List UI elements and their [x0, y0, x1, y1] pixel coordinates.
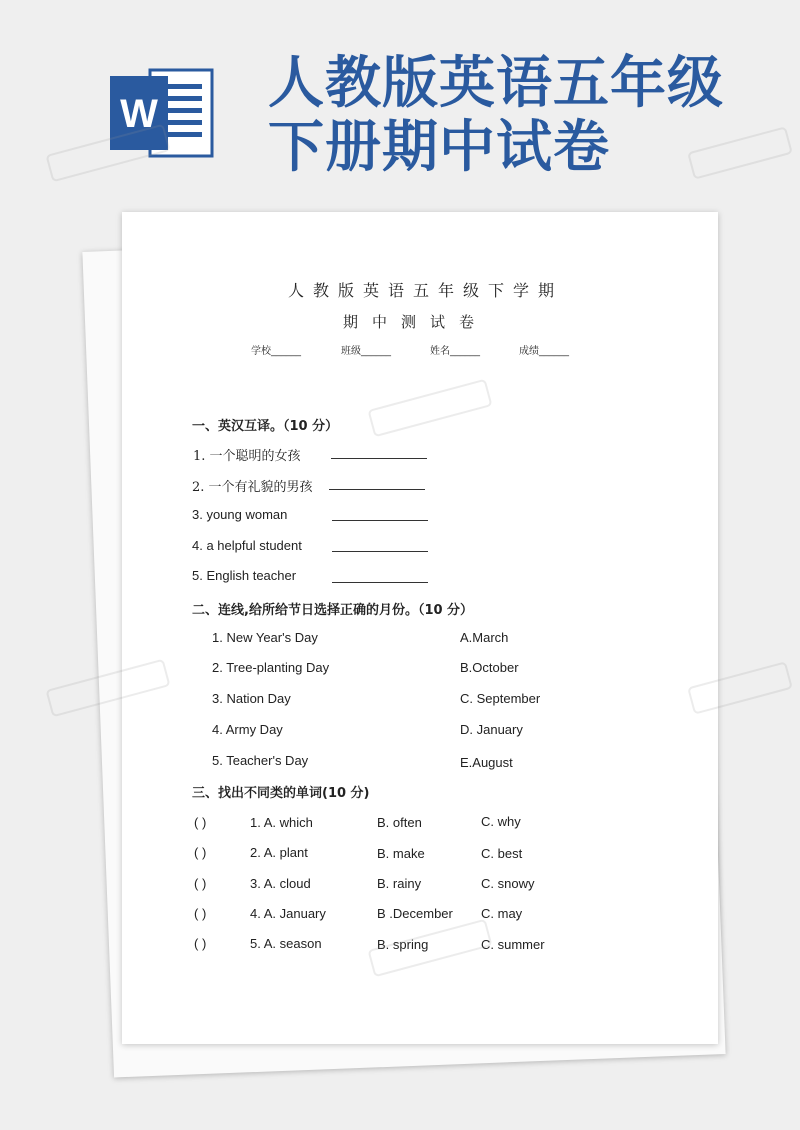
- s3-option-a-1: 1. A. which: [250, 815, 313, 830]
- doc-title-line2: 期中测试卷: [343, 313, 489, 331]
- s2-holiday-1: 1. New Year's Day: [212, 630, 318, 645]
- s2-month-a: A.March: [460, 630, 509, 645]
- word-icon-letter: W: [120, 92, 158, 136]
- s3-answer-paren-3[interactable]: ( ): [194, 876, 207, 891]
- info-score: 成绩______: [519, 346, 569, 357]
- s2-holiday-4: 4. Army Day: [212, 722, 283, 737]
- s1-item-2: 2. 一个有礼貌的男孩: [192, 480, 313, 495]
- s2-holiday-5: 5. Teacher's Day: [212, 753, 309, 768]
- s1-item-3: 3. young woman: [192, 507, 288, 522]
- s3-option-c-5: C. summer: [481, 937, 545, 952]
- s3-option-b-3: B. rainy: [377, 876, 422, 891]
- s3-option-a-3: 3. A. cloud: [250, 876, 311, 891]
- s3-option-a-4: 4. A. January: [250, 906, 326, 921]
- s1-item-4: 4. a helpful student: [192, 538, 302, 553]
- banner-title-line1: 人教版英语五年级: [268, 51, 724, 116]
- info-name: 姓名______: [430, 346, 480, 357]
- s3-option-b-1: B. often: [377, 815, 422, 830]
- section2-heading: 二、连线,给所给节日选择正确的月份。（10 分）: [192, 603, 474, 618]
- s3-option-c-1: C. why: [481, 814, 521, 829]
- section3-heading: 三、找出不同类的单词(10 分): [192, 786, 370, 801]
- doc-title-line1: 人教版英语五年级下学期: [288, 281, 564, 300]
- s3-answer-paren-1[interactable]: ( ): [194, 815, 207, 830]
- s3-option-b-2: B. make: [377, 846, 425, 861]
- s3-option-b-4: B .December: [377, 906, 453, 921]
- s3-option-c-2: C. best: [481, 846, 523, 861]
- s3-answer-paren-5[interactable]: ( ): [194, 936, 207, 951]
- s1-item-1: 1. 一个聪明的女孩: [193, 449, 301, 464]
- s2-month-d: D. January: [460, 722, 523, 737]
- info-class: 班级______: [341, 346, 391, 357]
- banner-title-line2: 下册期中试卷: [268, 115, 610, 180]
- s2-holiday-3: 3. Nation Day: [212, 691, 291, 706]
- s3-option-b-5: B. spring: [377, 937, 429, 952]
- s1-item-5: 5. English teacher: [192, 568, 297, 583]
- section1-heading: 一、英汉互译。（10 分）: [192, 419, 339, 434]
- s2-month-e: E.August: [460, 755, 513, 770]
- s2-month-c: C. September: [460, 691, 541, 706]
- s2-month-b: B.October: [460, 660, 519, 675]
- s3-answer-paren-2[interactable]: ( ): [194, 845, 207, 860]
- s3-option-a-2: 2. A. plant: [250, 845, 308, 860]
- info-school: 学校______: [251, 346, 301, 357]
- s3-option-a-5: 5. A. season: [250, 936, 322, 951]
- s3-option-c-3: C. snowy: [481, 876, 535, 891]
- s3-option-c-4: C. may: [481, 906, 523, 921]
- s3-answer-paren-4[interactable]: ( ): [194, 906, 207, 921]
- s2-holiday-2: 2. Tree-planting Day: [212, 660, 330, 675]
